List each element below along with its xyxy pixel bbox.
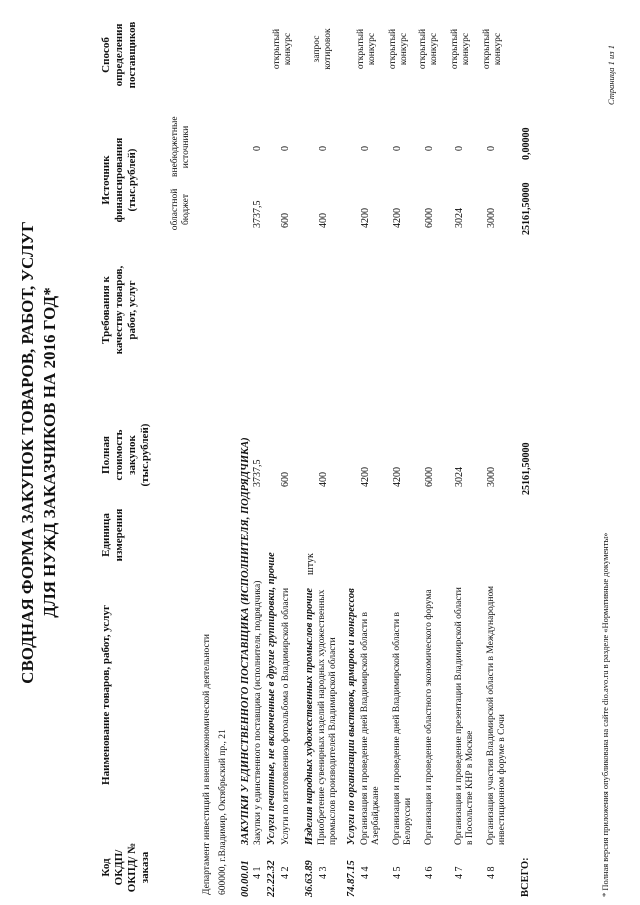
header-unit: Единица измерения	[100, 508, 125, 562]
row-number: 4 5	[392, 866, 403, 879]
row-extra: 0	[486, 146, 497, 151]
document-title-line1: СВОДНАЯ ФОРМА ЗАКУПОК ТОВАРОВ, РАБОТ, УСЛУГ	[18, 221, 37, 684]
header-requirements: Требования к качеству товаров, работ, услуг	[100, 265, 138, 355]
row-method: открытый конкурс	[418, 28, 439, 70]
row-name: Организация и проведение дней Владимирской области в Азербайджане	[360, 612, 381, 845]
header-code: Код ОКДП/ ОКПД/ № заказа	[100, 842, 151, 893]
row-method: открытый конкурс	[482, 28, 503, 70]
row-number: 4 7	[454, 866, 465, 879]
section-code: 74.87.15	[346, 860, 357, 897]
row-extra: 0	[252, 146, 263, 151]
row-cost: 3024	[454, 467, 465, 487]
header-name: Наименование товаров, работ, услуг	[100, 605, 112, 785]
section-title: Услуги по организации выставок, ярмарок и конгрессов	[346, 588, 357, 845]
section-title: Услуги печатные, не включенные в другие группировки, прочие	[266, 552, 277, 845]
header-source-regional: областной бюджет	[170, 188, 191, 231]
header-source-extra: внебюджетные источники	[170, 116, 191, 177]
department-name: Департамент инвестиций и внешнеэкономической деятельности	[202, 634, 212, 895]
row-extra: 0	[318, 146, 329, 151]
row-regional: 400	[318, 213, 329, 228]
row-method: открытый конкурс	[356, 28, 377, 70]
row-method: открытый конкурс	[272, 28, 293, 70]
row-cost: 6000	[424, 467, 435, 487]
row-cost: 3737,5	[252, 459, 263, 487]
row-method: запрос котировок	[312, 28, 333, 70]
row-extra: 0	[392, 146, 403, 151]
row-name: Организация и проведение дней Владимирской области в Белоруссии	[392, 612, 413, 845]
total-regional: 25161,50000	[521, 182, 532, 235]
row-cost: 3000	[486, 467, 497, 487]
row-regional: 4200	[392, 208, 403, 228]
section-code: 00.00.01	[240, 860, 251, 897]
row-name: Организация участия Владимирской области в Международном инвестиционном форуме в Сочи	[486, 585, 507, 845]
row-cost: 4200	[360, 467, 371, 487]
row-number: 4 8	[486, 866, 497, 879]
section-title: Изделия народных художественных промыслов прочие	[304, 587, 315, 845]
row-method: открытый конкурс	[388, 28, 409, 70]
row-cost: 4200	[392, 467, 403, 487]
row-name: Закупки у единственного поставщика (исполнителя, подрядчика)	[253, 580, 263, 845]
row-number: 4 4	[360, 866, 371, 879]
row-regional: 6000	[424, 208, 435, 228]
header-method: Способ определения поставщиков	[100, 21, 138, 89]
row-name: Услуги по изготовлению фотоальбома о Владимирской области	[281, 587, 291, 845]
section-code: 36.63.89	[304, 860, 315, 897]
row-name: Организация и проведение презентации Владимирской области в Посольстве КНР в Москве	[454, 587, 475, 845]
total-label: ВСЕГО:	[520, 857, 531, 897]
row-regional: 3024	[454, 208, 465, 228]
section-title: ЗАКУПКИ У ЕДИНСТВЕННОГО ПОСТАВЩИКА (ИСПОЛНИТЕЛЯ, ПОДРЯДЧИКА)	[240, 437, 251, 845]
row-unit: штук	[305, 553, 316, 575]
page-number: Страница 1 из 1	[606, 45, 616, 105]
total-cost: 25161,50000	[521, 442, 532, 495]
row-regional: 3737,5	[252, 200, 263, 228]
row-name: Приобретение сувенирных изделий народных художественных промыслов производителей Владимирской области	[317, 589, 338, 845]
row-cost: 400	[318, 472, 329, 487]
row-extra: 0	[424, 146, 435, 151]
row-number: 4 6	[424, 866, 435, 879]
row-regional: 600	[280, 213, 291, 228]
total-extra: 0,00000	[521, 127, 532, 160]
row-name: Организация и проведение областного экономического форума	[424, 589, 434, 845]
row-extra: 0	[454, 146, 465, 151]
row-extra: 0	[360, 146, 371, 151]
row-number: 4 3	[318, 866, 329, 879]
row-regional: 3000	[486, 208, 497, 228]
footnote: * Полная версия приложения опубликована на сайте dio.avo.ru в разделе «Нормативные документы»	[600, 532, 610, 897]
row-number: 4 1	[252, 866, 263, 879]
document-title-line2: ДЛЯ НУЖД ЗАКАЗЧИКОВ НА 2016 ГОД*	[40, 287, 59, 618]
section-code: 22.22.32	[266, 860, 277, 897]
header-source: Источник финансирования (тыс.рублей)	[100, 137, 138, 223]
row-method: открытый конкурс	[450, 28, 471, 70]
header-cost: Полная стоимость закупок (тыс.рублей)	[100, 423, 151, 487]
row-number: 4 2	[280, 866, 291, 879]
row-regional: 4200	[360, 208, 371, 228]
department-address: 600000, г.Владимир, Октябрьский пр., 21	[218, 729, 228, 895]
row-cost: 600	[280, 472, 291, 487]
row-extra: 0	[280, 146, 291, 151]
